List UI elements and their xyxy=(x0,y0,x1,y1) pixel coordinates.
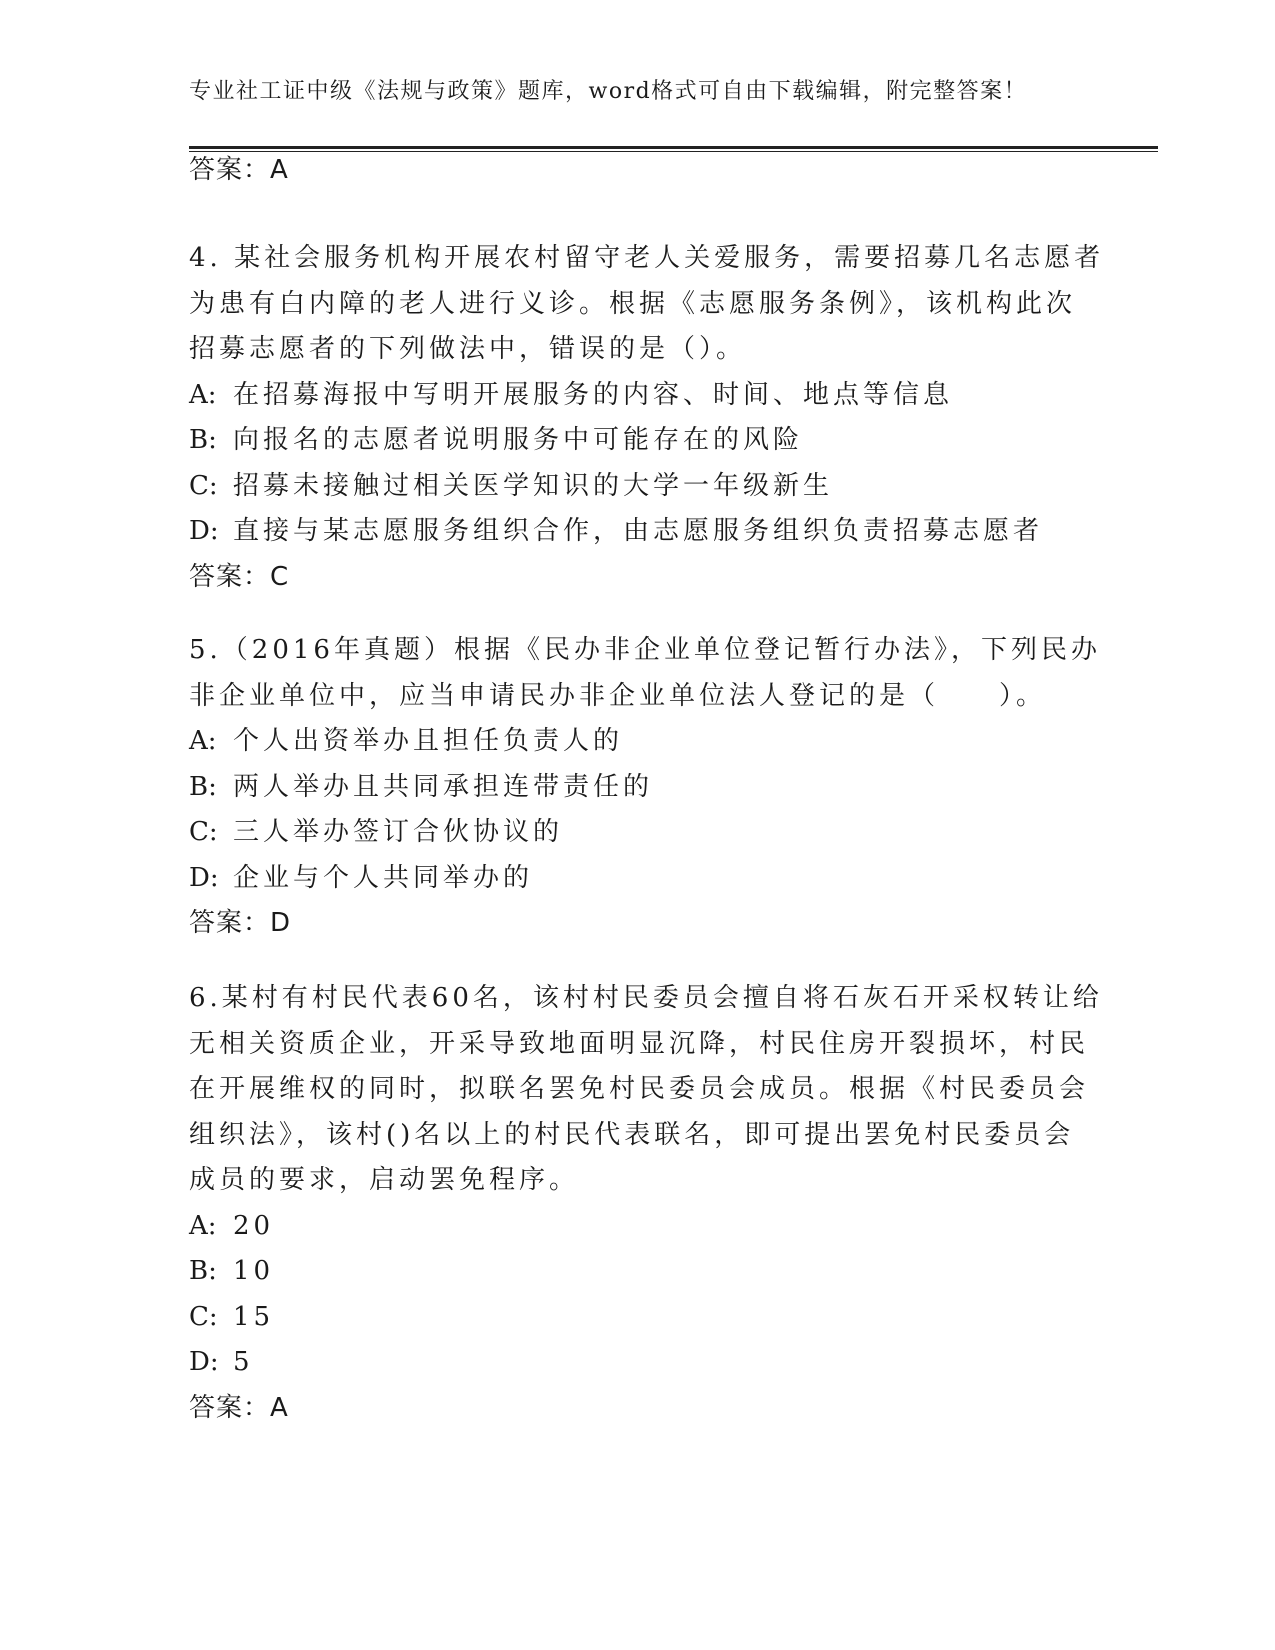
option-c xyxy=(189,810,1089,856)
question-text-line: 无相关资质企业，开采导致地面明显沉降，村民住房开裂损坏，村民 xyxy=(189,1028,1090,1059)
answer-label: 答案：A xyxy=(189,155,289,185)
option-c xyxy=(189,464,1089,510)
option-key: C: xyxy=(189,1301,218,1332)
answer-label: 答案：D xyxy=(189,908,292,938)
option-key: C: xyxy=(189,470,218,501)
option-key: A: xyxy=(189,379,217,410)
option-a xyxy=(189,1204,1089,1250)
option-b xyxy=(189,765,1089,811)
option-key: A: xyxy=(189,726,217,756)
option-key: B: xyxy=(189,1256,217,1286)
option-text: 向报名的志愿者说明服务中可能存在的风险 xyxy=(233,425,804,455)
question-4 xyxy=(189,236,1105,600)
option-text: 企业与个人共同举办的 xyxy=(233,862,534,893)
option-text: 三人举办签订合伙协议的 xyxy=(233,817,564,847)
option-d xyxy=(189,509,1089,555)
option-a xyxy=(189,373,1089,419)
question-text-line: 非企业单位中，应当申请民办非企业单位法人登记的是（ ）。 xyxy=(189,680,1047,711)
option-text: 15 xyxy=(233,1301,275,1332)
question-text-line: 5.（2016年真题）根据《民办非企业单位登记暂行办法》，下列民办 xyxy=(189,635,1101,665)
question-text-line: 为患有白内障的老人进行义诊。根据《志愿服务条例》，该机构此次 xyxy=(189,288,1077,319)
option-b xyxy=(189,418,1089,464)
option-text: 5 xyxy=(233,1347,254,1377)
question-text-line: 在开展维权的同时，拟联名罢免村民委员会成员。根据《村民委员会 xyxy=(189,1074,1090,1104)
option-text: 直接与某志愿服务组织合作，由志愿服务组织负责招募志愿者 xyxy=(233,516,1044,546)
option-d xyxy=(189,1340,1089,1386)
question-text-line: 6.某村有村民代表60名，该村村民委员会擅自将石灰石开采权转让给 xyxy=(189,983,1103,1013)
option-key: A: xyxy=(189,1210,217,1241)
option-key: D: xyxy=(189,1347,219,1377)
question-6 xyxy=(189,976,1103,1431)
option-text: 10 xyxy=(233,1256,275,1286)
option-key: B: xyxy=(189,771,217,802)
question-text-line: 4. 某社会服务机构开展农村留守老人关爱服务，需要招募几名志愿者 xyxy=(189,243,1105,273)
question-5 xyxy=(189,628,1101,947)
option-key: C: xyxy=(189,817,218,847)
option-a xyxy=(189,719,1089,765)
option-text: 个人出资举办且担任负责人的 xyxy=(233,726,624,756)
option-key: D: xyxy=(189,862,219,893)
answer-label: 答案：C xyxy=(189,561,290,592)
option-text: 两人举办且共同承担连带责任的 xyxy=(233,771,654,802)
option-text: 在招募海报中写明开展服务的内容、时间、地点等信息 xyxy=(233,379,954,410)
option-d xyxy=(189,856,1089,902)
option-b xyxy=(189,1249,1089,1295)
option-key: B: xyxy=(189,425,217,455)
option-c xyxy=(189,1295,1089,1341)
option-text: 20 xyxy=(233,1210,275,1241)
option-key: D: xyxy=(189,516,219,546)
previous-answer-block xyxy=(189,148,1089,194)
page-header: 专业社工证中级《法规与政策》题库，word格式可自由下载编辑，附完整答案！ xyxy=(189,79,1028,104)
question-text-line: 成员的要求，启动罢免程序。 xyxy=(189,1165,580,1195)
answer-label: 答案：A xyxy=(189,1392,289,1423)
question-text-line: 组织法》，该村()名以上的村民代表联名，即可提出罢免村民委员会 xyxy=(189,1119,1075,1150)
option-text: 招募未接触过相关医学知识的大学一年级新生 xyxy=(233,470,834,501)
question-text-line: 招募志愿者的下列做法中，错误的是（）。 xyxy=(189,334,747,364)
